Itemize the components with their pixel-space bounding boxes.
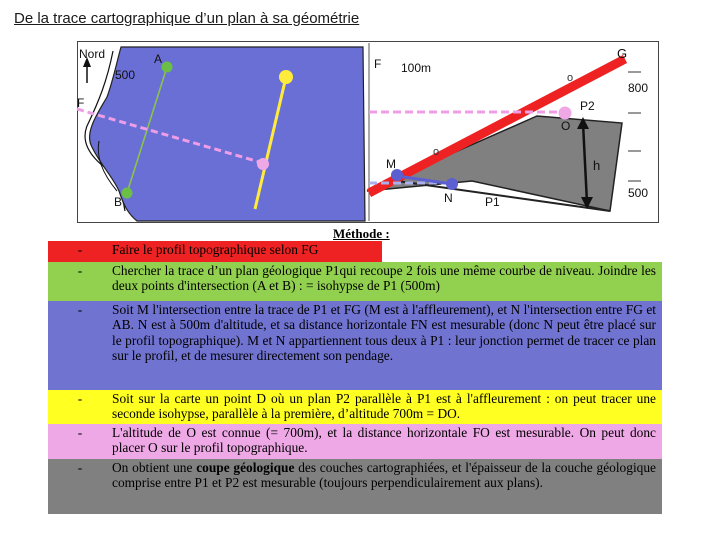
scale-label: 100m: [401, 61, 432, 75]
step-bullet: -: [77, 302, 83, 317]
step-yellow: [48, 390, 662, 424]
label-h: h: [593, 158, 601, 173]
label-g: G: [617, 46, 628, 61]
step-bullet: -: [77, 391, 83, 406]
label-small-o-lower: o: [433, 146, 440, 158]
step-text-yellow: Soit sur la carte un point D où un plan P2 parallèle à P1 est à l'affleurement : on peut tracer une seconde isohypse, parallèle à la première, d’altitude 700m = DO.: [112, 391, 656, 422]
altitude-800-label: 800: [628, 81, 649, 95]
label-a: A: [154, 52, 163, 66]
step-green: [48, 262, 662, 301]
point-o-marker: [559, 107, 572, 120]
label-small-o-upper: o: [567, 72, 574, 84]
step-grey-after: des couches cartographiées, et l'épaisseur de la couche géologique comprise entre P1 et P2 est mesurable (toujours perpendiculairement aux plans).: [112, 460, 657, 491]
step-text-grey: [112, 460, 656, 513]
step-grey-bold: coupe géologique: [196, 460, 295, 475]
step-bullet: -: [77, 460, 83, 475]
step-pink: [48, 424, 662, 459]
map-panel: [77, 47, 365, 221]
step-grey-before: On obtient une: [112, 460, 193, 475]
altitude-500-label: 500: [628, 186, 649, 200]
step-bullet: -: [77, 242, 83, 257]
step-text-red: Faire le profil topographique selon FG: [112, 242, 319, 257]
methode-heading: Méthode :: [333, 226, 390, 241]
step-text-blue: Soit M l'intersection entre la trace de P1 et FG (M est à l'affleurement), et N l'intersection entre FG et AB. N est à 500m d'altitude, et sa distance horizontale FN est mesurable (donc N peut être placé sur le profil topographique). M et N appartiennent tous deux à P1 : leur jonction permet de tracer ce plan sur le profil, et de mesurer directement son pendage.: [112, 302, 656, 363]
label-f-profile: F: [374, 57, 382, 71]
label-n: N: [444, 191, 453, 205]
page-title: De la trace cartographique d’un plan à sa géométrie: [14, 10, 360, 27]
north-label: Nord: [79, 47, 106, 61]
label-p1: P1: [485, 195, 500, 209]
step-bullet: -: [77, 263, 83, 278]
label-f-map: F: [77, 96, 85, 110]
step-bullet: -: [77, 425, 83, 440]
label-m: M: [386, 157, 396, 171]
label-b: B: [114, 195, 123, 209]
point-a-marker: [162, 62, 173, 73]
method-steps: [48, 241, 662, 514]
step-text-green: Chercher la trace d’un plan géologique P1qui recoupe 2 fois une même courbe de niveau. Joindre les deux points d'intersection (A et B) : = isohypse de P1 (500m): [112, 263, 656, 294]
point-n-marker: [446, 178, 458, 190]
map-o-marker: [257, 158, 269, 170]
step-text-pink: L'altitude de O est connue (= 700m), et la distance horizontale FO est mesurable. On peut donc placer O sur le profil topographique.: [112, 425, 656, 456]
step-red: [48, 241, 382, 262]
label-p2: P2: [580, 99, 595, 113]
figure: [77, 41, 659, 223]
step-blue: [48, 301, 662, 390]
contour-500-label: 500: [115, 68, 136, 82]
point-d-marker: [279, 70, 293, 84]
label-o: O: [561, 119, 571, 133]
step-grey: [48, 459, 662, 514]
point-b-marker: [122, 188, 133, 199]
